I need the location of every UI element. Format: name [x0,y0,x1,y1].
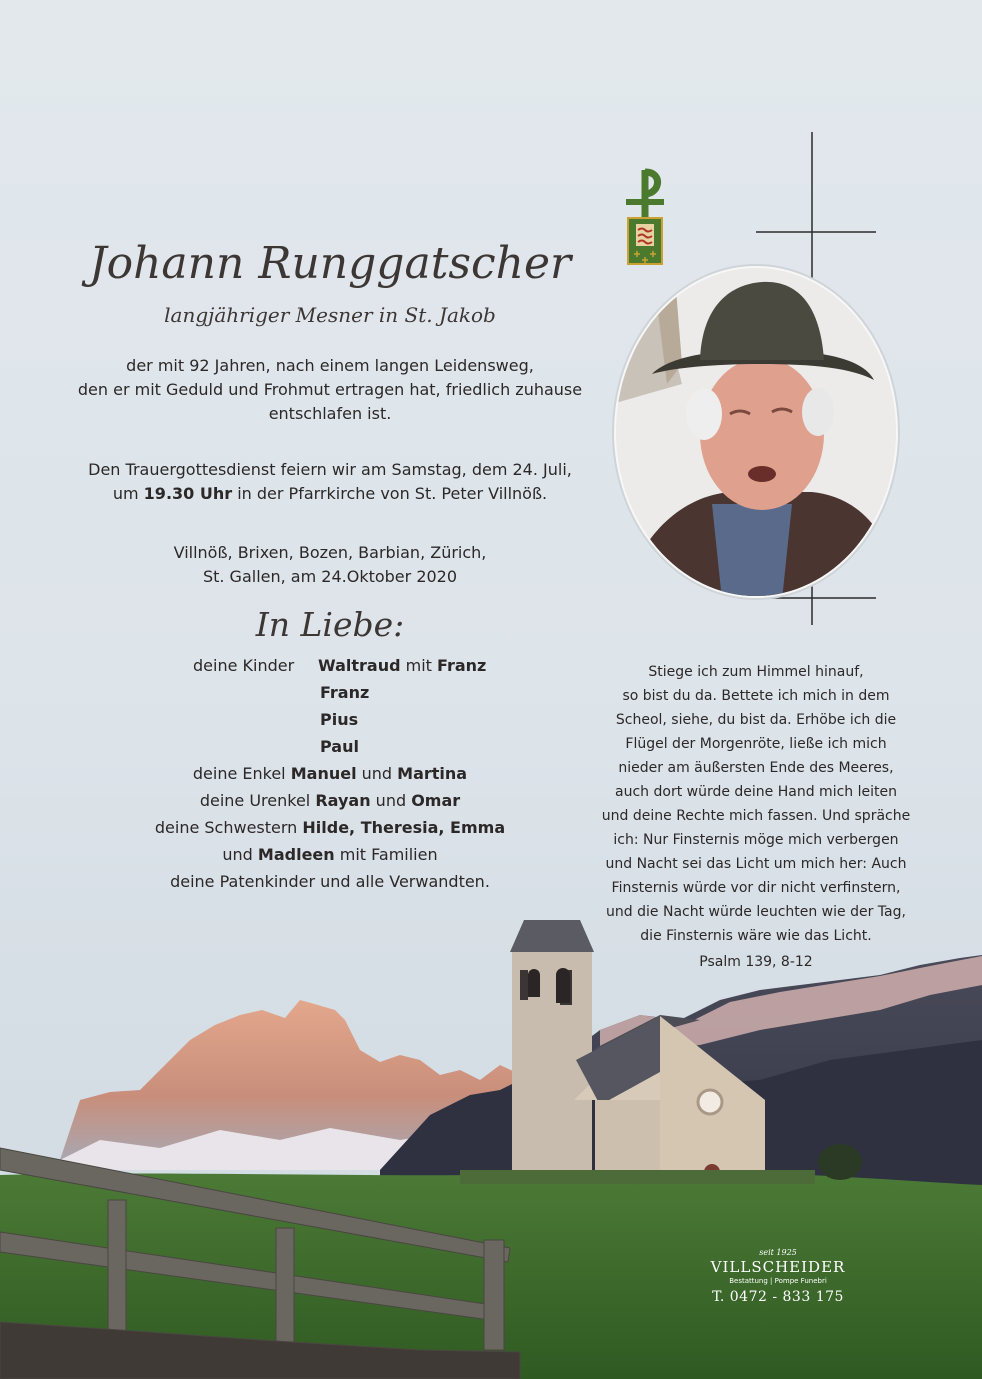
psalm-line: und Nacht sei das Licht um mich her: Auch [605,856,907,872]
place-line: St. Gallen, am 24.Oktober 2020 [202,567,458,586]
child-name: Waltraud [318,656,401,675]
service-post: in der Pfarrkirche von St. Peter Villnöß. [232,484,548,503]
sisters-cont-post: mit Familien [334,845,438,864]
child-name: Pius [320,710,359,729]
psalm-line: nieder am äußersten Ende des Meeres, [618,760,894,776]
sisters-cont-pre: und [222,845,258,864]
psalm-line: Scheol, siehe, du bist da. Erhöbe ich die [615,712,897,728]
psalm-line: Finsternis würde vor dir nicht verfinstern, [611,880,901,896]
closing-row: deine Patenkinder und alle Verwandten. [170,872,490,891]
psalm-line: so bist du da. Bettete ich mich in dem [622,688,890,704]
undertaker-phone: T. 0472 - 833 175 [712,1289,844,1305]
intro-line: den er mit Geduld und Frohmut ertragen hat, friedlich zuhause [77,380,583,399]
grandchildren-row [60,760,600,787]
great-grandchild-name: Rayan [315,791,371,810]
grandchild-name: Martina [397,764,468,783]
service-time: 19.30 Uhr [143,484,233,503]
in-love-heading: In Liebe: [255,605,405,644]
intro-text [60,354,600,426]
portrait-photo [612,264,900,600]
child-name: Paul [320,737,359,756]
child-name: Franz [320,683,370,702]
sisters-cont-row [60,841,600,868]
service-line [60,482,600,506]
great-grandchild-name: Omar [411,791,461,810]
place-line: Villnöß, Brixen, Bozen, Barbian, Zürich, [173,543,487,562]
psalm-line: ich: Nur Finsternis möge mich verbergen [613,832,899,848]
psalm-line: auch dort würde deine Hand mich leiten [615,784,897,800]
psalm-text [598,660,914,948]
deceased-role: langjähriger Mesner in St. Jakob [164,303,496,327]
sister-names: Hilde, Theresia, Emma [302,818,506,837]
intro-line: der mit 92 Jahren, nach einem langen Leidensweg, [126,356,534,375]
service-line: Den Trauergottesdienst feiern wir am Samstag, dem 24. Juli, [88,460,572,479]
psalm-line: Flügel der Morgenröte, ließe ich mich [625,736,887,752]
psalm-line: Stiege ich zum Himmel hinauf, [648,664,864,680]
grandchildren-join: und [356,764,398,783]
great-grandchildren-row [60,787,600,814]
grandchild-name: Manuel [290,764,357,783]
child-join: mit [400,656,438,675]
psalm-reference: Psalm 139, 8-12 [699,954,813,970]
tree [818,1144,862,1180]
place-date-text [60,541,600,589]
sisters-row [60,814,600,841]
great-grandchildren-label: deine Urenkel [199,791,316,810]
grandchildren-label: deine Enkel [192,764,291,783]
sister-name: Madleen [257,845,335,864]
service-pre: um [112,484,144,503]
deceased-name: Johann Runggatscher [88,238,572,289]
undertaker-since: seit 1925 [759,1248,797,1257]
psalm-line: die Finsternis wäre wie das Licht. [640,928,872,944]
psalm-line: und die Nacht würde leuchten wie der Tag, [606,904,906,920]
chi-rho-emblem-icon [622,168,668,278]
service-text [60,458,600,506]
great-grandchildren-join: und [370,791,412,810]
intro-line: entschlafen ist. [268,404,392,423]
psalm-line: und deine Rechte mich fassen. Und spräche [601,808,911,824]
child-partner: Franz [437,656,487,675]
undertaker-subtitle: Bestattung | Pompe Funebri [729,1277,827,1285]
sisters-label: deine Schwestern [154,818,303,837]
children-label: deine Kinder [193,656,295,675]
undertaker-name: VILLSCHEIDER [710,1258,846,1276]
undertaker-logo [690,1248,866,1305]
